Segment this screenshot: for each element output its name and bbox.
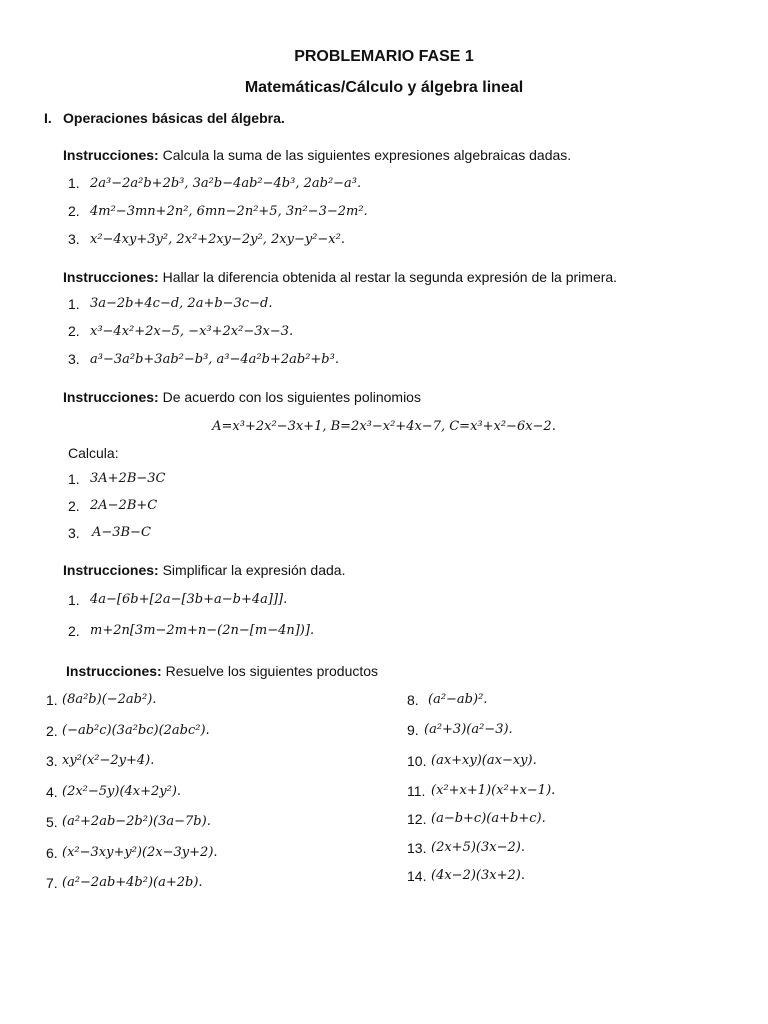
page-subtitle: Matemáticas/Cálculo y álgebra lineal [244, 79, 524, 96]
item-number: 5. [46, 814, 58, 830]
item-number: 1. [68, 592, 80, 608]
expression: (8a²b)(−2ab²). [62, 692, 157, 707]
item-number: 6. [46, 845, 58, 861]
expression: (a²+3)(a²−3). [424, 722, 513, 737]
section-heading: Operaciones básicas del álgebra. [63, 110, 285, 126]
expression: (a²−2ab+4b²)(a+2b). [62, 875, 203, 890]
instruction-label: Instrucciones: [63, 147, 159, 163]
item-number: 3. [68, 231, 80, 247]
item-number: 3. [68, 351, 80, 367]
calcula-label: Calcula: [68, 445, 119, 461]
item-number: 2. [68, 323, 80, 339]
item-number: 2. [46, 723, 58, 739]
instruction-label: Instrucciones: [63, 389, 159, 405]
item-number: 3. [46, 753, 58, 769]
instruction-text: Simplificar la expresión dada. [158, 562, 346, 578]
expression: 3a−2b+4c−d, 2a+b−3c−d. [90, 296, 273, 311]
instruction-resta [63, 269, 617, 285]
item-number: 2. [68, 203, 80, 219]
instruction-text: Resuelve los siguientes productos [161, 663, 379, 679]
instruction-label: Instrucciones: [66, 663, 162, 679]
instruction-suma [63, 147, 571, 163]
instruction-text: Hallar la diferencia obtenida al restar la segunda expresión de la primera. [158, 269, 618, 285]
expression: A−3B−C [92, 525, 151, 540]
item-number: 1. [68, 471, 80, 487]
item-number: 3. [68, 525, 80, 541]
item-number: 2. [68, 623, 80, 639]
instruction-polinomios [63, 389, 421, 405]
item-number: 1. [68, 175, 80, 191]
item-number: 4. [46, 784, 58, 800]
expression: (a²+2ab−2b²)(3a−7b). [62, 814, 211, 829]
expression: 4a−[6b+[2a−[3b+a−b+4a]]]. [90, 592, 288, 607]
expression: x³−4x²+2x−5, −x³+2x²−3x−3. [90, 324, 294, 339]
polynomial-definitions: A=x³+2x²−3x+1, B=2x³−x²+4x−7, C=x³+x²−6x−2. [212, 419, 556, 434]
instruction-label: Instrucciones: [63, 562, 159, 578]
item-number: 2. [68, 498, 80, 514]
expression: (−ab²c)(3a²bc)(2abc²). [62, 723, 210, 738]
instruction-productos [66, 663, 378, 679]
instruction-label: Instrucciones: [63, 269, 159, 285]
item-number: 7. [46, 875, 58, 891]
expression: m+2n[3m−2m+n−(2n−[m−4n])]. [90, 623, 315, 638]
expression: xy²(x²−2y+4). [62, 753, 155, 768]
expression: 3A+2B−3C [90, 471, 166, 486]
item-number: 12. [407, 811, 427, 827]
instruction-text: De acuerdo con los siguientes polinomios [158, 389, 421, 405]
expression: (a−b+c)(a+b+c). [431, 811, 546, 826]
expression: (a²−ab)². [428, 692, 488, 707]
instruction-simplificar [63, 562, 345, 578]
expression: 2A−2B+C [90, 498, 158, 513]
page-title: PROBLEMARIO FASE 1 [294, 48, 474, 65]
expression: a³−3a²b+3ab²−b³, a³−4a²b+2ab²+b³. [90, 352, 339, 367]
expression: (2x+5)(3x−2). [431, 840, 525, 855]
item-number: 13. [407, 840, 427, 856]
item-number: 14. [407, 868, 427, 884]
expression: (2x²−5y)(4x+2y²). [62, 784, 182, 799]
expression: (4x−2)(3x+2). [431, 868, 525, 883]
expression: (x²+x+1)(x²+x−1). [431, 783, 556, 798]
expression: (ax+xy)(ax−xy). [431, 753, 537, 768]
expression: x²−4xy+3y², 2x²+2xy−2y², 2xy−y²−x². [90, 232, 345, 247]
item-number: 11. [407, 783, 426, 799]
expression: (x²−3xy+y²)(2x−3y+2). [62, 845, 218, 860]
item-number: 9. [407, 722, 419, 738]
item-number: 1. [68, 296, 80, 312]
instruction-text: Calcula la suma de las siguientes expresiones algebraicas dadas. [158, 147, 572, 163]
item-number: 10. [407, 753, 427, 769]
item-number: 1. [46, 692, 58, 708]
section-number: I. [44, 110, 52, 126]
expression: 2a³−2a²b+2b³, 3a²b−4ab²−4b³, 2ab²−a³. [90, 176, 362, 191]
item-number: 8. [407, 692, 419, 708]
expression: 4m²−3mn+2n², 6mn−2n²+5, 3n²−3−2m². [90, 204, 368, 219]
